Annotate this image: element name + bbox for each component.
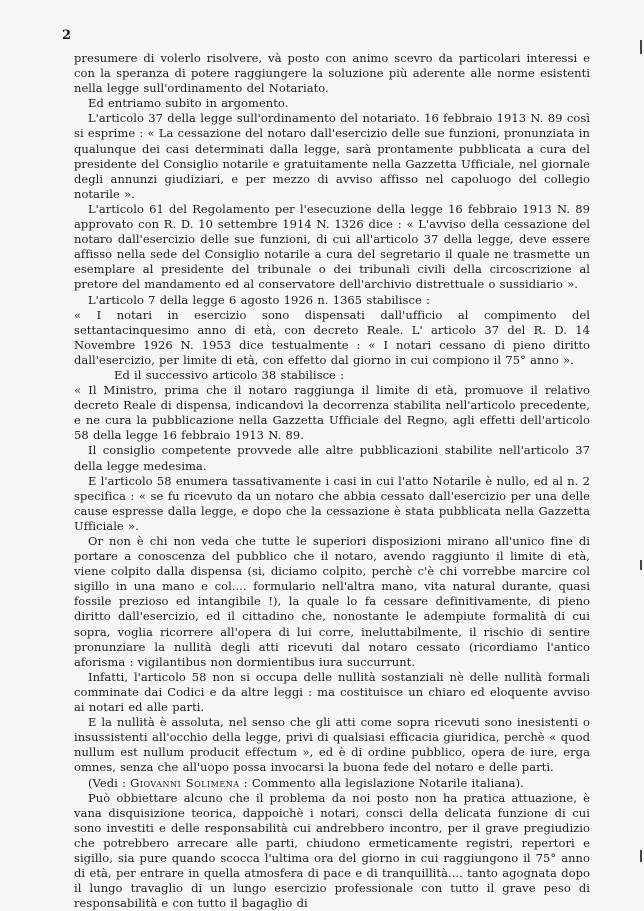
paragraph-9: E l'articolo 58 enumera tassativamente i casi in cui l'atto Notarile è nullo, ed al n. 2 specifica : « se fu ricevuto da un notaro che abbia cessato dall'esercizio per una delle cause espresse dalla legge, e dopo che la cessazione è stata pubblicata nella Gazzetta Ufficiale ».: [74, 473, 590, 533]
citation-suffix: : Commento alla legislazione Notarile italiana).: [239, 775, 524, 790]
paragraph-3: L'articolo 61 del Regolamento per l'esecuzione della legge 16 febbraio 1913 N. 89 approvato con R. D. 10 settembre 1914 N. 1326 dice : « L'avviso della cessazione del notaro dall'esercizio delle sue funzioni, di cui all'articolo 37 della legge, deve essere affisso nella sede del Consiglio notarile a cura del segretario il quale ne trasmette un esemplare al presidente del tribunale o dei tribunali civili della circoscrizione al pretore del mandamento ed al conservatore dell'archivio distrettuale o sussidiario ».: [74, 201, 590, 292]
paragraph-4: L'articolo 7 della legge 6 agosto 1926 n. 1365 stabilisce :: [88, 292, 430, 307]
scan-edge-mark: [640, 40, 642, 54]
paragraph-11: Infatti, l'articolo 58 non si occupa delle nullità sostanziali nè delle nullità formali comminate dai Codici e da altre leggi : ma costituisce un chiaro ed eloquente avviso ai notari ed alle parti.: [74, 669, 590, 715]
scan-edge-mark: [640, 850, 642, 862]
citation-prefix: (Vedi :: [88, 775, 131, 790]
paragraph-12: E la nullità è assoluta, nel senso che gli atti come sopra ricevuti sono inesistenti o insussistenti all'occhio della legge, privi di qualsiasi efficacia giuridica, perchè « quod nullum est nullum producit effectum », ed è di ordine pubblico, opera de iure, erga omnes, senza che all'uopo possa invocarsi la buona fede del notaro e delle parti.: [74, 715, 590, 775]
body-text: [74, 51, 590, 911]
citation-author: Giovanni Solimena: [130, 775, 240, 790]
paragraph-7: « Il Ministro, prima che il notaro raggiunga il limite di età, promuove il relativo decreto Reale di dispensa, indicandovi la decorrenza stabilita nell'articolo precedente, e ne cura la pubblicazione nella Gazzetta Ufficiale del Regno, agli effetti dell'articolo 58 della legge 16 febbraio 1913 N. 89.: [74, 383, 590, 443]
paragraph-8: Il consiglio competente provvede alle altre pubblicazioni stabilite nell'articolo 37 della legge medesima.: [74, 443, 590, 473]
paragraph-6: Ed il successivo articolo 38 stabilisce :: [114, 367, 345, 382]
citation: [74, 776, 590, 791]
scan-edge-mark: [640, 560, 642, 570]
page-number: 2: [62, 28, 72, 43]
paragraph-10: Or non è chi non veda che tutte le superiori disposizioni mirano all'unico fine di portare a conoscenza del pubblico che il notaro, avendo raggiunto il limite di età, viene colpito dalla dispensa (si, diciamo colpito, perchè c'è chi vorrebbe marcire col sigillo in una mano e col.... formulario nell'altra mano, vita natural durante, quasi fossile prezioso ed intangibile !), la quale lo fa cessare definitivamente, di pieno diritto dall'esercizio, ed il cittadino che, nonostante le adempiute formalità di cui sopra, voglia ricorrere all'opera di lui corre, ineluttabilmente, il rischio di sentire pronunziare la nullità degli atti ricevuti dal notaro cessato (ricordiamo l'antico aforisma : vigilantibus non dormientibus iura succurrunt.: [74, 534, 590, 669]
paragraph-1: Ed entriamo subito in argomento.: [88, 96, 289, 111]
paragraph-0: presumere di volerlo risolvere, và posto con animo scevro da particolari interessi e con la speranza di potere raggiungere la soluzione più aderente alle norme esistenti nella legge sull'ordinamento del Notariato.: [74, 51, 590, 96]
paragraph-13: Può obbiettare alcuno che il problema da noi posto non ha pratica attuazione, è vana disquisizione teorica, dappoichè i notari, consci della delicata funzione di cui sono investiti e delle responsabilità cui andrebbero incontro, per il grave pregiudizio che potrebbero arrecare alle parti, chiudono ermeticamente registri, repertori e sigillo, sia pure quando scocca l'ultima ora del giorno in cui raggiungono il 75° anno di età, per entrare in quella atmosfera di pace e di tranquillità.... tanto agognata dopo il lungo travaglio di un lungo esercizio professionale con tutto il grave peso di responsabilità e con tutto il bagaglio di: [74, 790, 590, 911]
paragraph-5: « I notari in esercizio sono dispensati dall'ufficio al compimento del settantacinquesimo anno di età, con decreto Reale. L' articolo 37 del R. D. 14 Novembre 1926 N. 1953 dice testualmente : « I notari cessano di pieno diritto dall'esercizio, per limite di età, con effetto dal giorno in cui compiono il 75° anno ».: [74, 307, 590, 367]
paragraph-2: L'articolo 37 della legge sull'ordinamento del notariato. 16 febbraio 1913 N. 89 così si esprime : « La cessazione del notaro dall'esercizio delle sue funzioni, pronunziata in qualunque dei casi determinati dalla legge, sarà prontamente pubblicata a cura del presidente del Consiglio notarile e gratuitamente nella Gazzetta Ufficiale, nel giornale degli annunzi giudiziari, e per mezzo di avviso affisso nel capoluogo del collegio notarile ».: [74, 111, 590, 201]
